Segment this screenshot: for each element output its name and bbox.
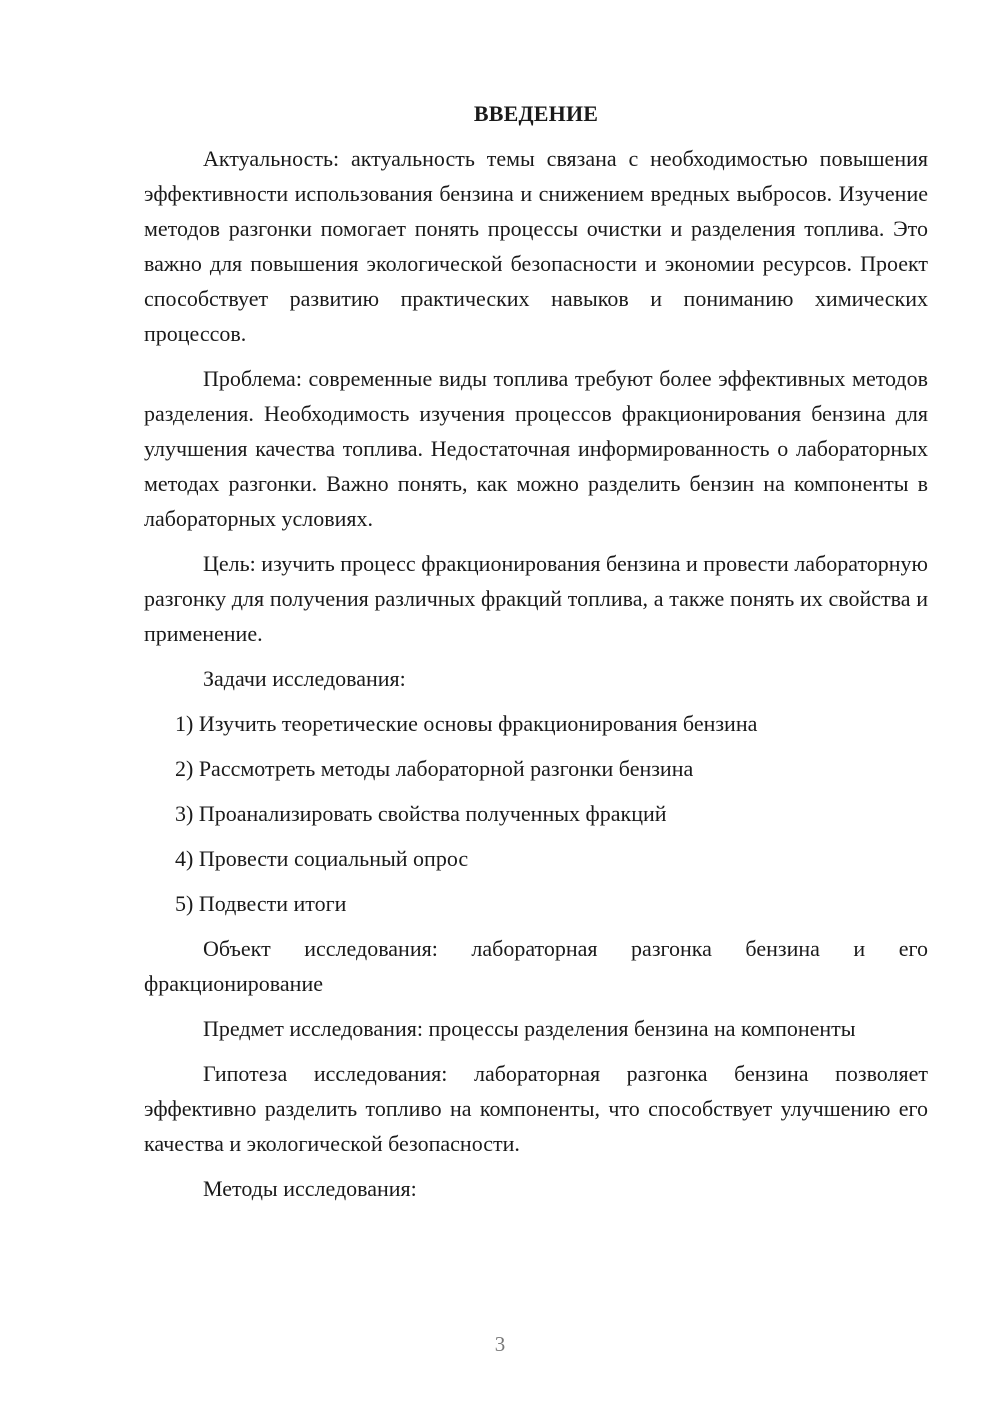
hypothesis-paragraph: Гипотеза исследования: лабораторная разгонка бензина позволяет эффективно разделить топливо на компоненты, что способствует улучшению его качества и экологической безопасности. xyxy=(144,1061,928,1156)
goal-paragraph: Цель: изучить процесс фракционирования бензина и провести лабораторную разгонку для получения различных фракций топлива, а также понять их свойства и применение. xyxy=(144,551,928,646)
methods-title: Методы исследования: xyxy=(203,1176,417,1201)
task-item: 1) Изучить теоретические основы фракционирования бензина xyxy=(175,711,758,736)
problem-paragraph: Проблема: современные виды топлива требуют более эффективных методов разделения. Необходимость изучения процессов фракционирования бензина для улучшения качества топлива. Недостаточная информированность о лабораторных методах разгонки. Важно понять, как можно разделить бензин на компоненты в лабораторных условиях. xyxy=(144,366,928,531)
task-item: 4) Провести социальный опрос xyxy=(175,846,469,871)
subject-paragraph: Предмет исследования: процессы разделения бензина на компоненты xyxy=(203,1016,856,1041)
object-paragraph: Объект исследования: лабораторная разгонка бензина и его фракционирование xyxy=(144,936,928,996)
task-item: 2) Рассмотреть методы лабораторной разгонки бензина xyxy=(175,756,694,781)
relevance-paragraph: Актуальность: актуальность темы связана с необходимостью повышения эффективности использования бензина и снижением вредных выбросов. Изучение методов разгонки помогает понять процессы очистки и разделения топлива. Это важно для повышения экологической безопасности и экономии ресурсов. Проект способствует развитию практических навыков и пониманию химических процессов. xyxy=(144,146,928,346)
page-number: 3 xyxy=(494,1332,506,1356)
tasks-title: Задачи исследования: xyxy=(203,666,406,691)
section-heading: ВВЕДЕНИЕ xyxy=(473,101,599,126)
task-item: 5) Подвести итоги xyxy=(175,891,347,916)
document-body xyxy=(144,96,928,1216)
task-item: 3) Проанализировать свойства полученных фракций xyxy=(175,801,667,826)
